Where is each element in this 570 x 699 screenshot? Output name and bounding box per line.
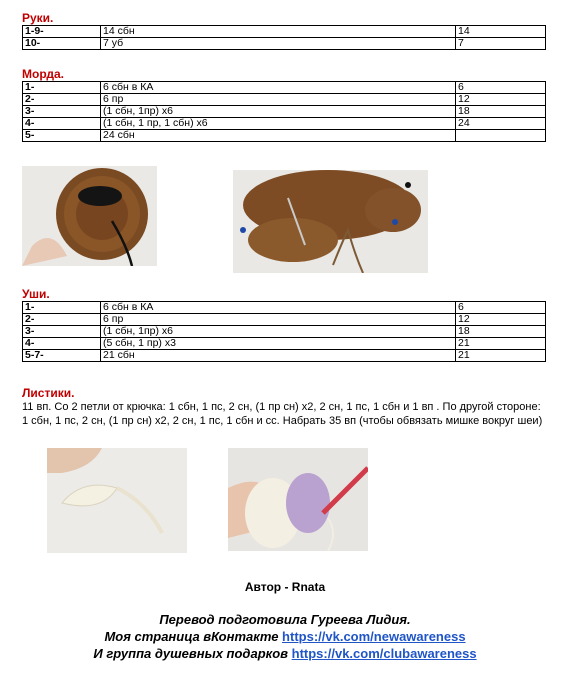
table-cell: 24 сбн: [101, 130, 456, 142]
table-row: [23, 314, 546, 326]
table-cell: 14: [456, 26, 546, 38]
table-cell: 21: [456, 338, 546, 350]
table-cell: 1-: [23, 302, 101, 314]
table-cell: 6 пр: [101, 314, 456, 326]
table-cell: 5-: [23, 130, 101, 142]
table-row: [23, 26, 546, 38]
table-cell: (5 сбн, 1 пр) х3: [101, 338, 456, 350]
table-cell: 4-: [23, 118, 101, 130]
table-cell: 1-9-: [23, 26, 101, 38]
table-cell: 2-: [23, 94, 101, 106]
vk-page-link[interactable]: https://vk.com/newawareness: [282, 629, 466, 644]
table-row: [23, 38, 546, 50]
table-cell: 7: [456, 38, 546, 50]
table-row: [23, 118, 546, 130]
table-row: [23, 326, 546, 338]
table-row: [23, 82, 546, 94]
table-cell: 18: [456, 106, 546, 118]
table-cell: 6: [456, 302, 546, 314]
hands-table: [22, 25, 546, 50]
muzzle-photo: [22, 166, 157, 266]
muzzle-title: Морда.: [22, 67, 64, 81]
table-cell: [456, 130, 546, 142]
muzzle-table: [22, 81, 546, 142]
muzzle-table-body: [23, 82, 546, 142]
table-row: [23, 350, 546, 362]
table-cell: 6 пр: [101, 94, 456, 106]
table-row: [23, 338, 546, 350]
credit-vk-group-label: И группа душевных подарков: [93, 646, 292, 661]
credit-vk-page: [0, 629, 570, 645]
table-cell: 3-: [23, 326, 101, 338]
ears-table-body: [23, 302, 546, 362]
table-cell: (1 сбн, 1пр) х6: [101, 326, 456, 338]
table-cell: 21: [456, 350, 546, 362]
ears-table: [22, 301, 546, 362]
leaves-title: Листики.: [22, 386, 75, 400]
leaf-photo: [47, 448, 187, 553]
table-row: [23, 106, 546, 118]
table-cell: (1 сбн, 1 пр, 1 сбн) х6: [101, 118, 456, 130]
ear-sewing-photo: [233, 170, 428, 273]
table-cell: 6 сбн в КА: [101, 302, 456, 314]
table-row: [23, 94, 546, 106]
hands-title: Руки.: [22, 11, 54, 25]
table-cell: 10-: [23, 38, 101, 50]
ears-title: Уши.: [22, 287, 50, 301]
credit-translator: Перевод подготовила Гуреева Лидия.: [159, 612, 411, 627]
table-cell: 4-: [23, 338, 101, 350]
table-row: [23, 130, 546, 142]
credit-vk-page-label: Моя страница вКонтакте: [104, 629, 283, 644]
table-cell: 5-7-: [23, 350, 101, 362]
table-cell: 7 уб: [101, 38, 456, 50]
table-cell: 12: [456, 94, 546, 106]
table-cell: 6: [456, 82, 546, 94]
author-line: Автор - Rnata: [244, 580, 326, 594]
credit-vk-group: [0, 646, 570, 662]
crochet-leaf-photo: [228, 448, 368, 551]
table-cell: 18: [456, 326, 546, 338]
hands-table-body: [23, 26, 546, 50]
table-cell: 12: [456, 314, 546, 326]
leaves-instructions: 11 вп. Со 2 петли от крючка: 1 сбн, 1 пс, 2 сн, (1 пр сн) х2, 2 сн, 1 пс, 1 сбн и 1 вп . По другой стороне: 1 сбн, 1 пс, 2 сн, (1 пр сн) х2, 2 сн, 1 пс, 1 сбн и сс. Набрать 35 вп (чтобы обвязать мишке вокруг шеи): [22, 401, 543, 427]
table-cell: 24: [456, 118, 546, 130]
table-cell: 6 сбн в КА: [101, 82, 456, 94]
table-row: [23, 302, 546, 314]
table-cell: 2-: [23, 314, 101, 326]
table-cell: 1-: [23, 82, 101, 94]
table-cell: (1 сбн, 1пр) х6: [101, 106, 456, 118]
table-cell: 14 сбн: [101, 26, 456, 38]
table-cell: 21 сбн: [101, 350, 456, 362]
vk-group-link[interactable]: https://vk.com/clubawareness: [291, 646, 477, 661]
table-cell: 3-: [23, 106, 101, 118]
